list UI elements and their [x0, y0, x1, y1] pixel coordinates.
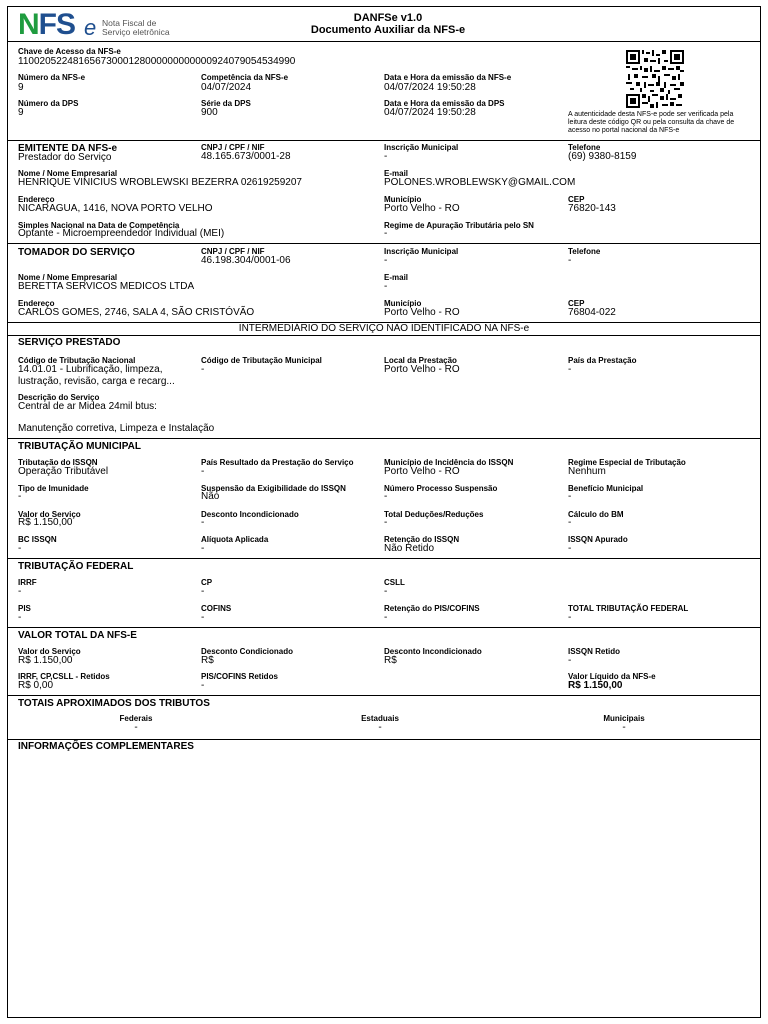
federais-label: Federais: [119, 714, 153, 723]
trib-issqn-value: Operação Tributável: [18, 466, 109, 477]
valor-servico-value: R$ 1.150,00: [18, 517, 73, 528]
competencia-value: 04/07/2024: [201, 82, 252, 93]
tomador-cep-value: 76804-022: [568, 307, 616, 318]
emitente-endereco-value: NICARAGUA, 1416, NOVA PORTO VELHO: [18, 203, 213, 214]
retencao-issqn-value: Não Retido: [384, 543, 435, 554]
pais-resultado-value: -: [201, 466, 205, 477]
divider: [8, 695, 760, 696]
emitente-nome-value: HENRIQUE VINICIUS WROBLEWSKI BEZERRA 02619259207: [18, 177, 302, 188]
vt-pis-retidos-value: -: [201, 680, 205, 691]
total-trib-federal-label: TOTAL TRIBUTAÇÃO FEDERAL: [568, 604, 689, 613]
totais-aprox-section-title: TOTAIS APROXIMADOS DOS TRIBUTOS: [18, 698, 210, 709]
serie-dps-value: 900: [201, 107, 218, 118]
municipais-label: Municipais: [603, 714, 645, 723]
descricao-servico-line1: Central de ar Midea 24mil btus:: [18, 401, 157, 412]
tomador-cnpj-value: 46.198.304/0001-06: [201, 255, 291, 266]
trib-municipal-section-title: TRIBUTAÇÃO MUNICIPAL: [18, 441, 141, 452]
emissao-nfse-label: Data e Hora da emissão da NFS-e: [384, 73, 512, 82]
divider: [8, 739, 760, 740]
divider: [8, 140, 760, 141]
descricao-servico-line2: Manutenção corretiva, Limpeza e Instalação: [18, 423, 215, 434]
municipio-incidencia-label: Município de Incidência do ISSQN: [384, 458, 514, 467]
vt-desconto-condicionado-value: R$: [201, 655, 214, 666]
estaduais-label: Estaduais: [361, 714, 399, 723]
emitente-cep-label: CEP: [568, 195, 585, 204]
tomador-tel-value: -: [568, 255, 572, 266]
divider: [8, 558, 760, 559]
municipais-value: -: [622, 722, 626, 733]
emitente-cnpj-label: CNPJ / CPF / NIF: [201, 143, 265, 152]
danfse-document: [7, 6, 761, 1018]
info-complementares-section-title: INFORMAÇÕES COMPLEMENTARES: [18, 741, 194, 752]
emitente-tel-value: (69) 9380-8159: [568, 151, 637, 162]
valor-total-section-title: VALOR TOTAL DA NFS-E: [18, 630, 137, 641]
emitente-email-value: POLONES.WROBLEWSKY@GMAIL.COM: [384, 177, 576, 188]
tomador-nome-label: Nome / Nome Empresarial: [18, 273, 118, 282]
divider: [8, 335, 760, 336]
trib-issqn-label: Tributação do ISSQN: [18, 458, 98, 467]
vt-valor-servico-value: R$ 1.150,00: [18, 655, 73, 666]
descricao-servico-label: Descrição do Serviço: [18, 393, 100, 402]
emitente-cep-value: 76820-143: [568, 203, 616, 214]
document-header: [8, 7, 760, 42]
tomador-tel-label: Telefone: [568, 247, 601, 256]
cp-value: -: [201, 586, 205, 597]
intermediario-note: INTERMEDIÁRIO DO SERVIÇO NÃO IDENTIFICADO NA NFS-e: [238, 323, 530, 334]
authenticity-note: A autenticidade desta NFS-e pode ser verificada pela leitura deste código QR ou pela consulta da chave de acesso no portal nacional da NFS-e: [568, 111, 735, 134]
title-version: DANFSe v1.0: [353, 12, 423, 24]
local-prestacao-value: Porto Velho - RO: [384, 364, 460, 375]
title-description: Documento Auxiliar da NFS-e: [310, 24, 466, 36]
vt-irrf-retidos-value: R$ 0,00: [18, 680, 54, 691]
emitente-section-title: EMITENTE DA NFS-e: [18, 143, 118, 154]
tomador-cep-label: CEP: [568, 299, 585, 308]
emitente-municipio-value: Porto Velho - RO: [384, 203, 460, 214]
bc-issqn-value: -: [18, 543, 22, 554]
emitente-im-value: -: [384, 151, 388, 162]
csll-value: -: [384, 586, 388, 597]
pais-resultado-label: País Resultado da Prestação do Serviço: [201, 458, 354, 467]
divider: [8, 243, 760, 244]
emitente-email-label: E-mail: [384, 169, 409, 178]
emissao-nfse-value: 04/07/2024 19:50:28: [384, 82, 476, 93]
estaduais-value: -: [378, 722, 382, 733]
issqn-apurado-value: -: [568, 543, 572, 554]
vt-desconto-incondicionado-value: R$: [384, 655, 397, 666]
tomador-endereco-value: CARLOS GOMES, 2746, SALA 4, SÃO CRISTÓVÃO: [18, 307, 255, 318]
tipo-imunidade-label: Tipo de Imunidade: [18, 484, 89, 493]
suspensao-value: Não: [201, 491, 220, 502]
vt-valor-servico-label: Valor do Serviço: [18, 647, 81, 656]
irrf-value: -: [18, 586, 22, 597]
nfse-logo: [18, 8, 178, 41]
tomador-im-label: Inscrição Municipal: [384, 247, 459, 256]
simples-value: Optante - Microempreendedor Individual (MEI): [18, 228, 225, 239]
vt-valor-liquido-value: R$ 1.150,00: [568, 680, 623, 691]
emitente-tel-label: Telefone: [568, 143, 601, 152]
numero-nfse-value: 9: [18, 82, 24, 93]
cod-municipal-value: -: [201, 364, 205, 375]
serie-dps-label: Série da DPS: [201, 99, 251, 108]
tomador-section-title: TOMADOR DO SERVIÇO: [18, 247, 135, 258]
calculo-bm-value: -: [568, 517, 572, 528]
numero-nfse-label: Número da NFS-e: [18, 73, 86, 82]
emitente-subtitle: Prestador do Serviço: [18, 152, 112, 163]
tomador-municipio-label: Município: [384, 299, 422, 308]
tomador-email-label: E-mail: [384, 273, 409, 282]
cofins-label: COFINS: [201, 604, 232, 613]
vt-irrf-retidos-label: IRRF, CP,CSLL - Retidos: [18, 672, 110, 681]
competencia-label: Competência da NFS-e: [201, 73, 289, 82]
emitente-nome-label: Nome / Nome Empresarial: [18, 169, 118, 178]
vt-valor-liquido-label: Valor Líquido da NFS-e: [568, 672, 656, 681]
tomador-nome-value: BERETTA SERVICOS MEDICOS LTDA: [18, 281, 195, 292]
local-prestacao-label: Local da Prestação: [384, 356, 457, 365]
tomador-municipio-value: Porto Velho - RO: [384, 307, 460, 318]
desconto-incondicionado-label: Desconto Incondicionado: [201, 510, 299, 519]
emissao-dps-value: 04/07/2024 19:50:28: [384, 107, 476, 118]
trib-federal-section-title: TRIBUTAÇÃO FEDERAL: [18, 561, 134, 572]
tomador-endereco-label: Endereço: [18, 299, 55, 308]
cod-municipal-label: Código de Tributação Municipal: [201, 356, 322, 365]
total-deducoes-label: Total Deduções/Reduções: [384, 510, 484, 519]
issqn-apurado-label: ISSQN Apurado: [568, 535, 628, 544]
cod-nacional-value-line1: 14.01.01 - Lubrificação, limpeza,: [18, 364, 163, 375]
retencao-pis-label: Retenção do PIS/COFINS: [384, 604, 480, 613]
beneficio-municipal-value: -: [568, 491, 572, 502]
vt-desconto-incondicionado-label: Desconto Incondicionado: [384, 647, 482, 656]
desconto-incondicionado-value: -: [201, 517, 205, 528]
federais-value: -: [134, 722, 138, 733]
tomador-email-value: -: [384, 281, 388, 292]
numero-processo-value: -: [384, 491, 388, 502]
retencao-pis-value: -: [384, 612, 388, 623]
emissao-dps-label: Data e Hora da emissão da DPS: [384, 99, 505, 108]
logo-subtitle: Nota Fiscal de Serviço eletrônica: [102, 18, 170, 37]
pais-prestacao-value: -: [568, 364, 572, 375]
regime-sn-label: Regime de Apuração Tributária pelo SN: [384, 221, 534, 230]
logo-letter-n: N: [18, 8, 39, 41]
tipo-imunidade-value: -: [18, 491, 22, 502]
bc-issqn-label: BC ISSQN: [18, 535, 57, 544]
aliquota-label: Alíquota Aplicada: [201, 535, 269, 544]
servico-section-title: SERVIÇO PRESTADO: [18, 337, 121, 348]
emitente-endereco-label: Endereço: [18, 195, 55, 204]
cod-nacional-label: Código de Tributação Nacional: [18, 356, 136, 365]
numero-dps-value: 9: [18, 107, 24, 118]
total-deducoes-value: -: [384, 517, 388, 528]
cofins-value: -: [201, 612, 205, 623]
tomador-cnpj-label: CNPJ / CPF / NIF: [201, 247, 265, 256]
regime-especial-value: Nenhum: [568, 466, 606, 477]
qr-code-icon: [626, 50, 684, 108]
pais-prestacao-label: País da Prestação: [568, 356, 637, 365]
pis-value: -: [18, 612, 22, 623]
calculo-bm-label: Cálculo do BM: [568, 510, 624, 519]
irrf-label: IRRF: [18, 578, 37, 587]
vt-issqn-retido-label: ISSQN Retido: [568, 647, 621, 656]
cp-label: CP: [201, 578, 213, 587]
cod-nacional-value-line2: lustração, revisão, carga e recarg...: [18, 376, 175, 387]
vt-issqn-retido-value: -: [568, 655, 572, 666]
regime-especial-label: Regime Especial de Tributação: [568, 458, 686, 467]
suspensao-label: Suspensão da Exigibilidade do ISSQN: [201, 484, 346, 493]
tomador-im-value: -: [384, 255, 388, 266]
numero-dps-label: Número da DPS: [18, 99, 79, 108]
emitente-cnpj-value: 48.165.673/0001-28: [201, 151, 291, 162]
chave-label: Chave de Acesso da NFS-e: [18, 47, 121, 56]
valor-servico-label: Valor do Serviço: [18, 510, 81, 519]
logo-letters-fs: FS: [38, 8, 76, 41]
divider: [8, 627, 760, 628]
aliquota-value: -: [201, 543, 205, 554]
pis-label: PIS: [18, 604, 31, 613]
logo-letter-e: e: [84, 15, 97, 40]
municipio-incidencia-value: Porto Velho - RO: [384, 466, 460, 477]
beneficio-municipal-label: Benefício Municipal: [568, 484, 644, 493]
emitente-municipio-label: Município: [384, 195, 422, 204]
vt-desconto-condicionado-label: Desconto Condicionado: [201, 647, 293, 656]
divider: [8, 438, 760, 439]
emitente-im-label: Inscrição Municipal: [384, 143, 459, 152]
simples-label: Simples Nacional na Data de Competência: [18, 221, 180, 230]
total-trib-federal-value: -: [568, 612, 572, 623]
numero-processo-label: Número Processo Suspensão: [384, 484, 498, 493]
vt-pis-retidos-label: PIS/COFINS Retidos: [201, 672, 278, 681]
chave-value: 11002052248165673000128000000000000924079054534990: [18, 56, 296, 67]
retencao-issqn-label: Retenção do ISSQN: [384, 535, 460, 544]
csll-label: CSLL: [384, 578, 405, 587]
regime-sn-value: -: [384, 228, 388, 239]
document-title: [208, 12, 568, 36]
